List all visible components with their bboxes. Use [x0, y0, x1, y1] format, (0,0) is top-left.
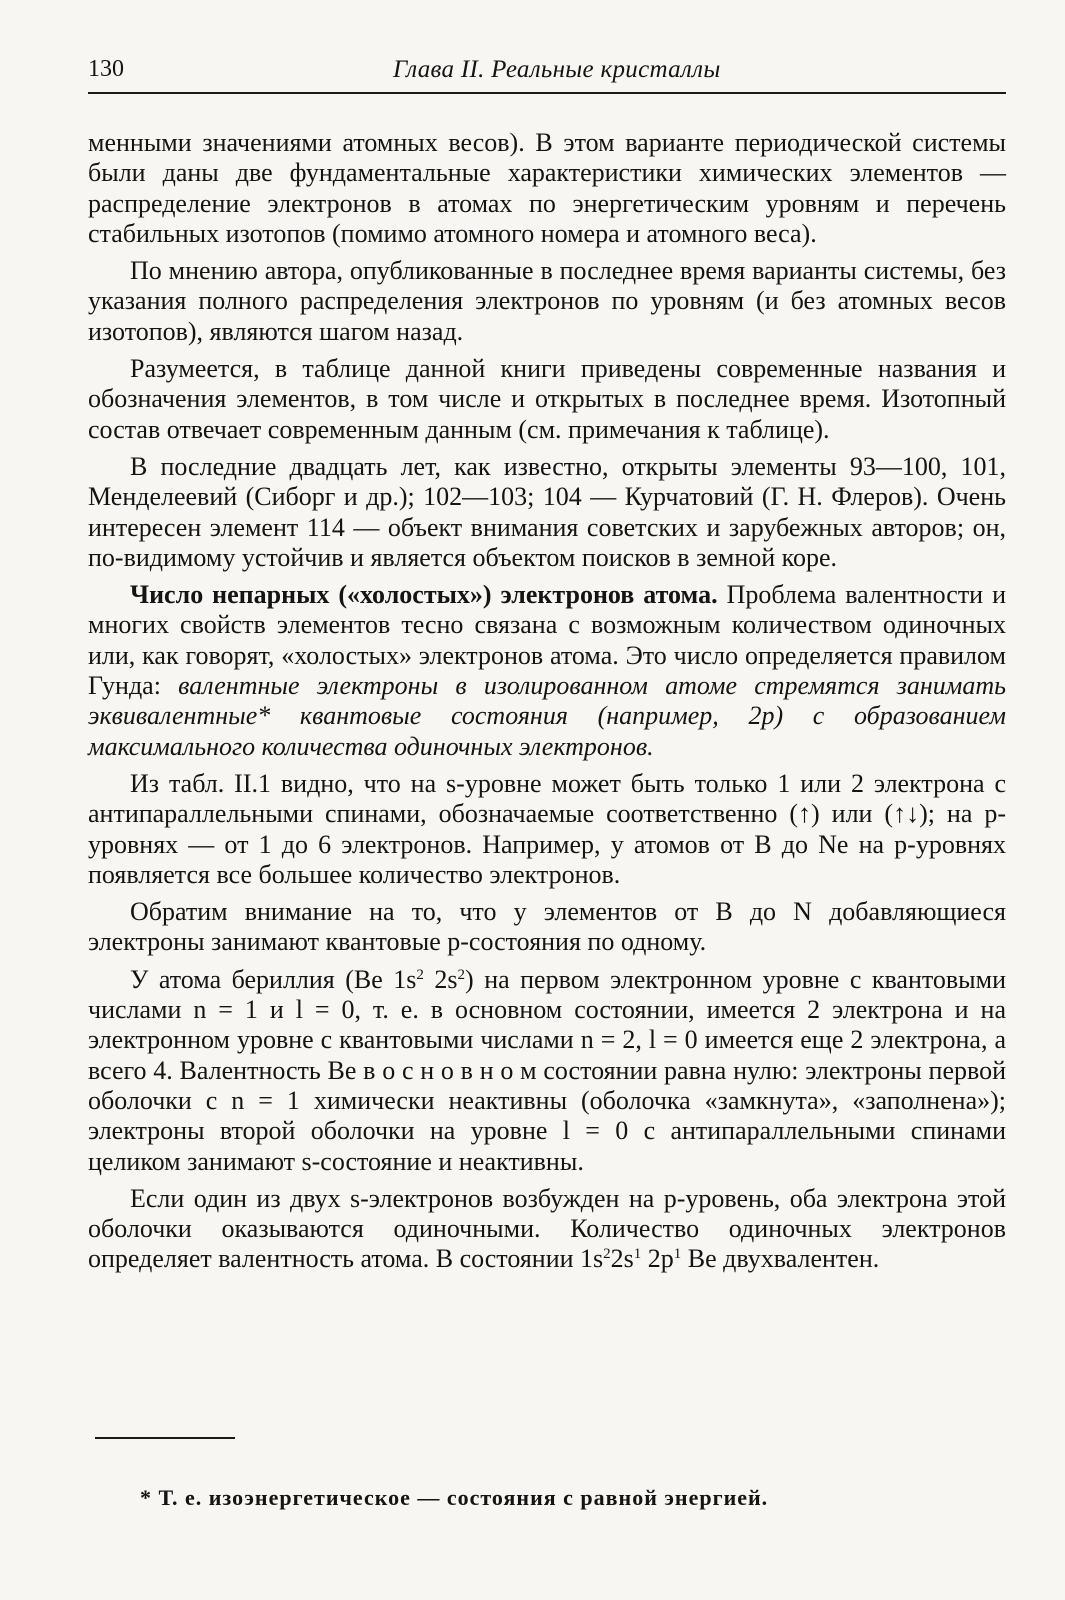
paragraph-8 [88, 965, 1006, 1177]
paragraph-8-text-b: 2s [423, 964, 458, 994]
paragraph-6 [88, 769, 1006, 890]
paragraph-9-text-b: 2s [610, 1244, 634, 1274]
footnote-divider [95, 1437, 235, 1439]
page-header [88, 52, 1006, 94]
paragraph-9 [88, 1184, 1006, 1275]
paragraph-4-text: В последние двадцать лет, как известно, открыты элементы 93—100, 101, Менделеевий (Сиборг и др.); 102—103; 104 — Курчатовий (Г. Н. Флеров). Очень интересен элемент 114 — объект внимания советских и зарубежных авторов; он, по-видимому устойчив и является объектом поисков в земной коре. [88, 451, 1006, 572]
paragraph-2-text: По мнению автора, опубликованные в последнее время варианты системы, без указания полного распределения электронов по уровням (и без атомных весов изотопов), являются шагом назад. [88, 256, 1006, 346]
hund-rule-italic: валентные электроны в изолированном атоме стремятся занимать эквивалентные* квантовые состояния (например, 2p) с образованием максимального количества одиночных электронов. [88, 671, 1006, 761]
paragraph-2 [88, 256, 1006, 347]
paragraph-9-text-d: Be двухвалентен. [681, 1244, 880, 1274]
body-text [88, 128, 1006, 1282]
paragraph-3 [88, 354, 1006, 445]
paragraph-8-text-c: ) на первом электронном уровне с квантовыми числами n = 1 и l = 0, т. е. в основном состоянии, имеется 2 электрона и на электронном уровне с квантовыми числами n = 2, l = 0 имеется еще 2 электрона, а всего 4. Валентность Be в о с н о в н о м состоянии равна нулю: электроны первой оболочки с n = 1 химически неактивны (оболочка «замкнута», «заполнена»); электроны второй оболочки на уровне l = 0 с антипараллельными спинами целиком занимают s-состояние и неактивны. [88, 964, 1007, 1176]
superscript: 1 [633, 1246, 642, 1263]
paragraph-3-text: Разумеется, в таблице данной книги приведены современные названия и обозначения элементов, в том числе и открытых в последнее время. Изотопный состав отвечает современным данным (см. примечания к таблице). [88, 354, 1006, 444]
paragraph-8-text-a: У атома бериллия (Be 1s [130, 964, 417, 994]
superscript: 2 [457, 966, 466, 983]
paragraph-7 [88, 897, 1006, 958]
page-number: 130 [88, 56, 124, 82]
superscript: 1 [673, 1246, 682, 1263]
paragraph-1-text: менными значениями атомных весов). В этом варианте периодической системы были даны две фундаментальные характеристики химических элементов — распределение электронов в атомах по энергетическим уровням и перечень стабильных изотопов (помимо атомного номера и атомного веса). [88, 128, 1006, 248]
superscript: 2 [416, 966, 424, 983]
paragraph-1 [88, 128, 1006, 249]
paragraph-7-text: Обратим внимание на то, что у элементов от B до N добавляющиеся электроны занимают квантовые p-состояния по одному. [88, 897, 1006, 957]
paragraph-5-text: Проблема валентности и многих свойств элементов тесно связана с возможным количеством одиночных или, как говорят, «холостых» электронов атома. Это число определяется правилом Гунда: [88, 580, 1006, 701]
paragraph-9-text-c: 2p [641, 1244, 674, 1274]
superscript: 2 [603, 1246, 611, 1263]
paragraph-6-text: Из табл. II.1 видно, что на s-уровне может быть только 1 или 2 электрона с антипараллельными спинами, обозначаемые соответственно (↑) или (↑↓); на p-уровнях — от 1 до 6 электронов. Например, у атомов от B до Ne на p-уровнях появляется все большее количество электронов. [88, 768, 1006, 889]
paragraph-9-text-a: Если один из двух s-электронов возбужден на p-уровень, оба электрона этой оболочки оказываются одиночными. Количество одиночных электронов определяет валентность атома. В состоянии 1s [88, 1183, 1006, 1274]
paragraph-5 [88, 580, 1006, 762]
footnote: * Т. е. изоэнергетическое — состояния с равной энергией. [140, 1485, 769, 1510]
running-title: Глава II. Реальные кристаллы [393, 56, 721, 83]
paragraph-4 [88, 452, 1006, 573]
section-lead-heading: Число непарных («холостых») электронов атома. [130, 580, 718, 610]
